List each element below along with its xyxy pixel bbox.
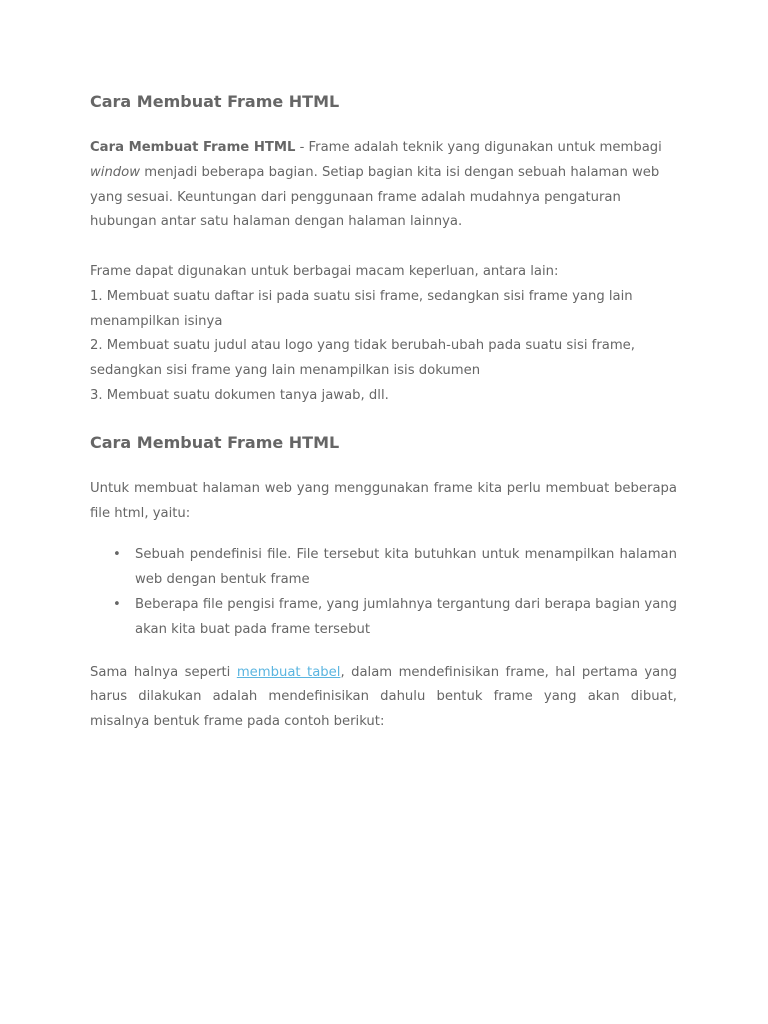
uses-item: 1. Membuat suatu daftar isi pada suatu sisi frame, sedangkan sisi frame yang lain menampilkan isinya: [90, 288, 633, 329]
list-item-text: Beberapa file pengisi frame, yang jumlahnya tergantung dari berapa bagian yang akan kita buat pada frame tersebut: [135, 596, 677, 637]
section-heading: Cara Membuat Frame HTML: [90, 432, 340, 452]
list-item: [113, 543, 677, 593]
bullet-icon: •: [113, 596, 121, 612]
uses-lead: Frame dapat digunakan untuk berbagai macam keperluan, antara lain:: [90, 263, 559, 279]
list-item: [113, 593, 677, 643]
closing-paragraph: [90, 661, 677, 735]
files-bullet-list: [90, 543, 677, 642]
intro-text-2: menjadi beberapa bagian. Setiap bagian kita isi dengan sebuah halaman web yang sesuai. Keuntungan dari penggunaan frame adalah mudahnya pengaturan hubungan antar satu halaman dengan halaman lainnya.: [90, 164, 660, 230]
uses-item: 2. Membuat suatu judul atau logo yang tidak berubah-ubah pada suatu sisi frame, sedangkan sisi frame yang lain menampilkan isis dokumen: [90, 338, 635, 379]
intro-italic-word: window: [90, 164, 141, 180]
files-lead-paragraph: Untuk membuat halaman web yang menggunakan frame kita perlu membuat beberapa file html, yaitu:: [90, 480, 677, 521]
closing-text-1: Sama halnya seperti: [90, 664, 237, 680]
intro-text-1: - Frame adalah teknik yang digunakan untuk membagi: [295, 140, 662, 155]
intro-bold-lead: Cara Membuat Frame HTML: [90, 140, 296, 155]
bullet-icon: •: [113, 547, 121, 563]
closing-text-2: , dalam mendefinisikan frame, hal pertama yang harus dilakukan adalah mendefinisikan dahulu bentuk frame yang akan dibuat, misalnya bentuk frame pada contoh berikut:: [90, 664, 677, 730]
uses-section: [90, 260, 677, 409]
membuat-tabel-link[interactable]: membuat tabel: [236, 664, 341, 680]
intro-paragraph: [90, 136, 677, 235]
page-title: Cara Membuat Frame HTML: [90, 92, 340, 111]
uses-item: 3. Membuat suatu dokumen tanya jawab, dll.: [90, 387, 389, 403]
list-item-text: Sebuah pendefinisi file. File tersebut kita butuhkan untuk menampilkan halaman web dengan bentuk frame: [135, 547, 677, 588]
